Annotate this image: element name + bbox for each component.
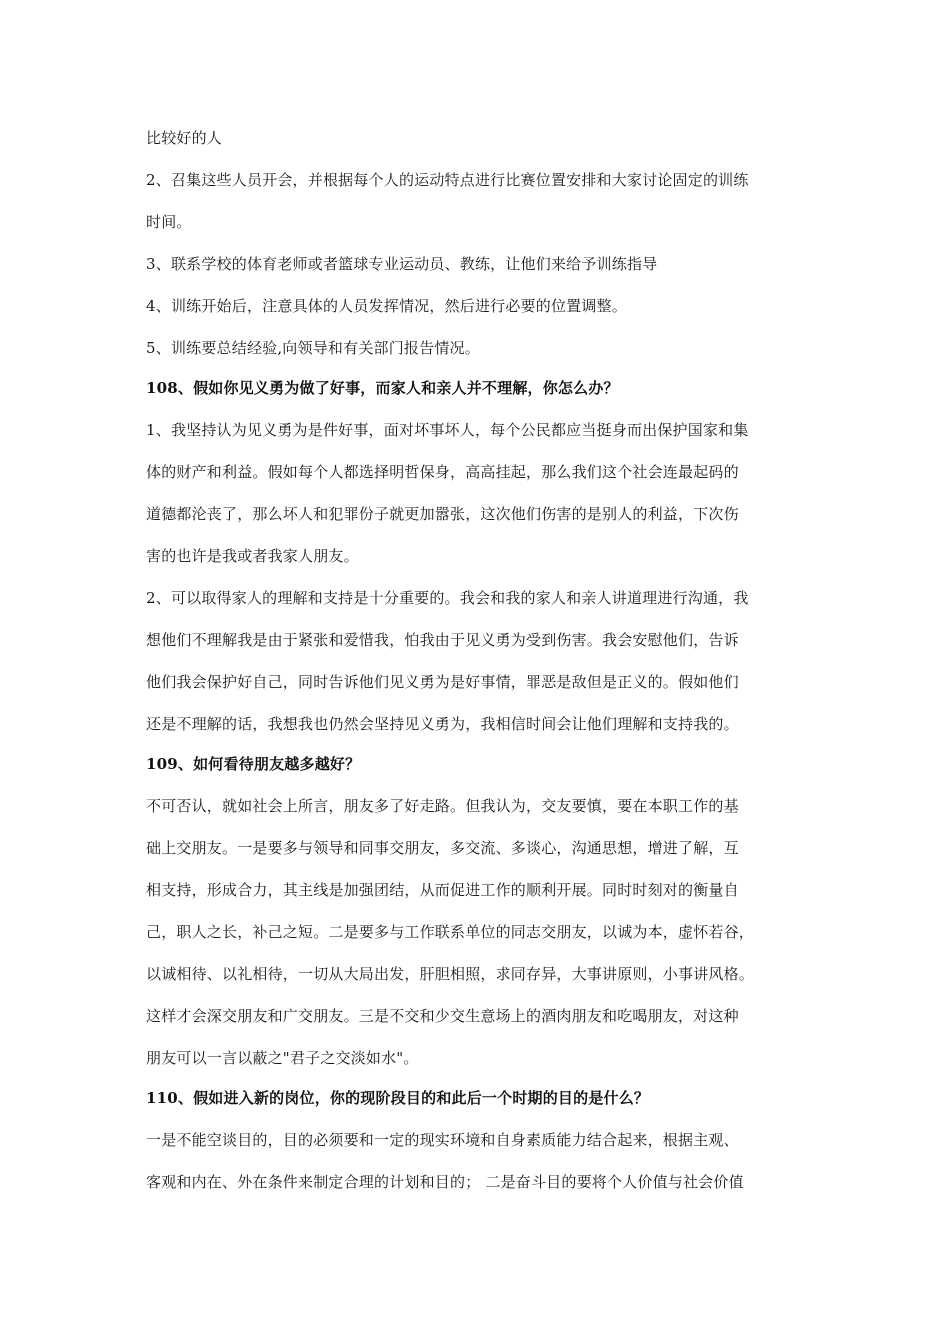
paragraph-line: 2、召集这些人员开会，并根据每个人的运动特点进行比赛位置安排和大家讨论固定的训练 [146,171,749,189]
paragraph-line: 害的也许是我或者我家人朋友。 [146,547,359,565]
paragraph-line: 4、训练开始后，注意具体的人员发挥情况，然后进行必要的位置调整。 [146,297,627,315]
paragraph-line: 2、可以取得家人的理解和支持是十分重要的。我会和我的家人和亲人讲道理进行沟通，我 [146,589,749,607]
question-heading: 108、假如你见义勇为做了好事，而家人和亲人并不理解，你怎么办？ [146,379,619,397]
paragraph-line: 这样才会深交朋友和广交朋友。三是不交和少交生意场上的酒肉朋友和吃喝朋友，对这种 [146,1007,739,1025]
question-heading: 110、假如进入新的岗位，你的现阶段目的和此后一个时期的目的是什么？ [146,1089,650,1107]
paragraph-line: 础上交朋友。一是要多与领导和同事交朋友，多交流、多谈心，沟通思想，增进了解，互 [146,839,739,857]
paragraph-line: 想他们不理解我是由于紧张和爱惜我，怕我由于见义勇为受到伤害。我会安慰他们，告诉 [146,631,739,649]
paragraph-line: 时间。 [146,213,192,231]
question-heading: 109、如何看待朋友越多越好？ [146,755,361,773]
paragraph-line: 他们我会保护好自己，同时告诉他们见义勇为是好事情，罪恶是敌但是正义的。假如他们 [146,673,739,691]
paragraph-line: 体的财产和利益。假如每个人都选择明哲保身，高高挂起，那么我们这个社会连最起码的 [146,463,739,481]
paragraph-line: 相支持，形成合力，其主线是加强团结，从而促进工作的顺利开展。同时时刻对的衡量自 [146,881,739,899]
paragraph-line: 3、联系学校的体育老师或者篮球专业运动员、教练，让他们来给予训练指导 [146,255,658,273]
paragraph-line: 己，职人之长，补己之短。二是要多与工作联系单位的同志交朋友，以诚为本，虚怀若谷， [146,923,755,941]
paragraph-line: 比较好的人 [146,129,223,147]
paragraph-line: 朋友可以一言以蔽之"君子之交淡如水"。 [146,1049,419,1067]
paragraph-line: 还是不理解的话，我想我也仍然会坚持见义勇为，我相信时间会让他们理解和支持我的。 [146,715,739,733]
paragraph-line: 1、我坚持认为见义勇为是件好事，面对坏事坏人，每个公民都应当挺身而出保护国家和集 [146,421,749,439]
paragraph-line: 不可否认，就如社会上所言，朋友多了好走路。但我认为，交友要慎，要在本职工作的基 [146,797,739,815]
document-body [146,124,810,1210]
paragraph-line: 道德都沦丧了，那么坏人和犯罪份子就更加嚣张，这次他们伤害的是别人的利益，下次伤 [146,505,739,523]
paragraph-line: 客观和内在、外在条件来制定合理的计划和目的； 二是奋斗目的要将个人价值与社会价值 [146,1173,744,1191]
paragraph-line: 以诚相待、以礼相待，一切从大局出发，肝胆相照，求同存异，大事讲原则，小事讲风格。 [146,965,755,983]
paragraph-line: 一是不能空谈目的，目的必须要和一定的现实环境和自身素质能力结合起来，根据主观、 [146,1131,739,1149]
paragraph-line: 5、训练要总结经验,向领导和有关部门报告情况。 [146,339,480,357]
